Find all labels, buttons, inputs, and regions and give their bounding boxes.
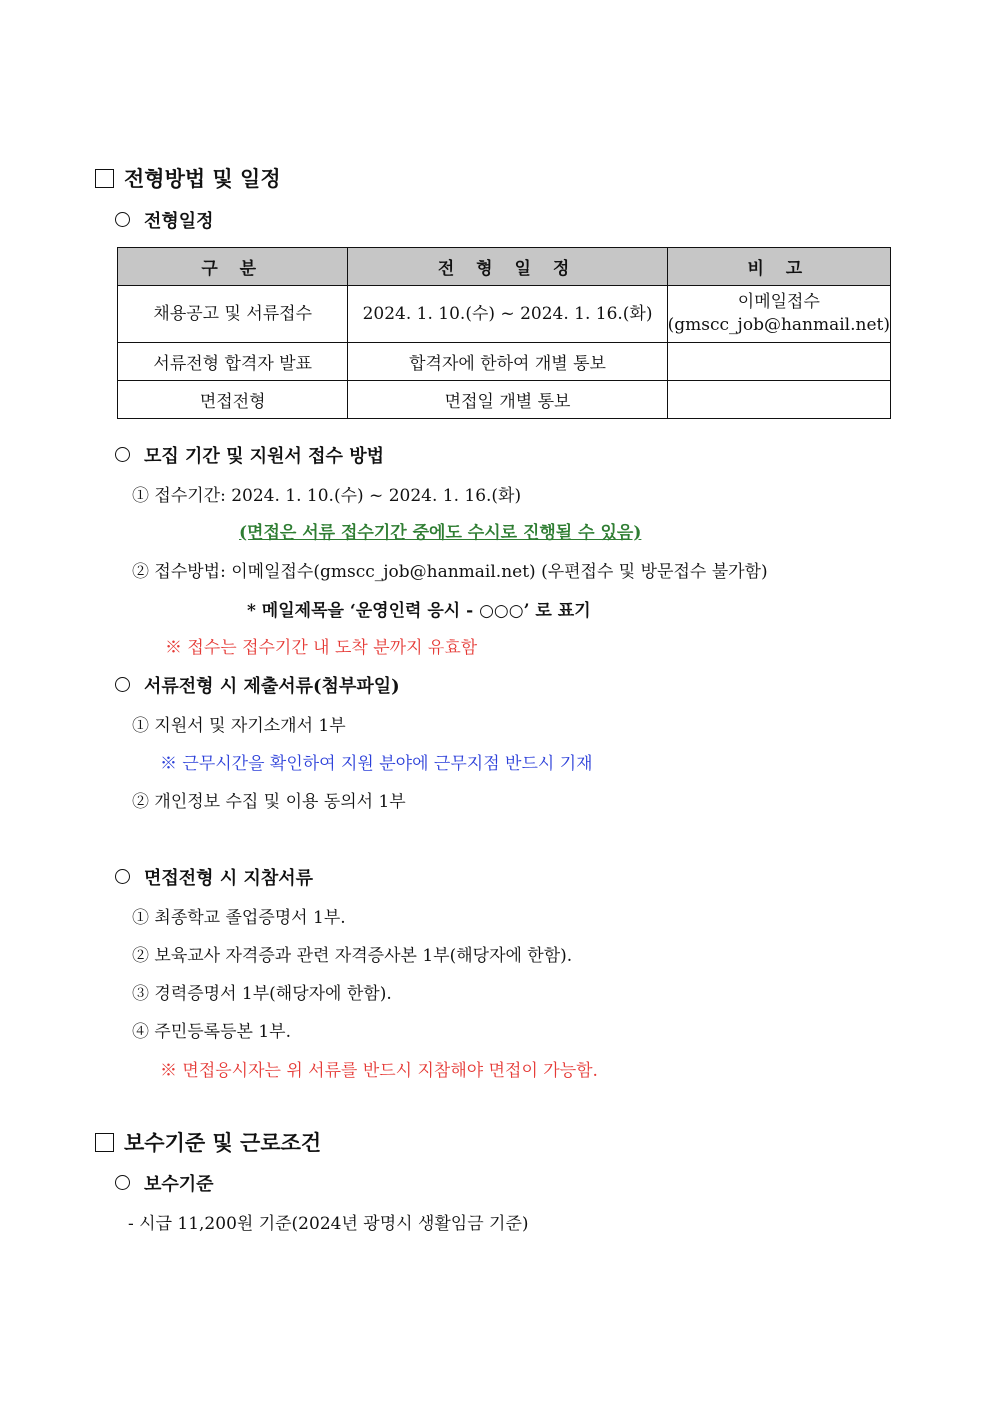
deadline-note: ※ 접수는 접수기간 내 도착 분까지 유효함 <box>165 638 478 658</box>
section-title-selection: 전형방법 및 일정 <box>95 163 281 193</box>
recruit-method-line: ② 접수방법: 이메일접수(gmscc_job@hanmail.net) (우편접수 및 방문접수 불가함) <box>132 562 768 582</box>
section-title-pay: 보수기준 및 근로조건 <box>95 1127 321 1157</box>
subheading-recruit: 모집 기간 및 지원서 접수 방법 <box>115 442 384 468</box>
table-cell: 서류전형 합격자 발표 <box>118 343 348 381</box>
table-cell: 면접전형 <box>118 381 348 419</box>
checkbox-square-icon <box>95 169 114 188</box>
circle-bullet-icon <box>115 869 130 884</box>
list-item: ① 최종학교 졸업증명서 1부. <box>132 908 346 928</box>
table-header-cell: 구 분 <box>118 248 348 286</box>
table-cell: 2024. 1. 10.(수) ~ 2024. 1. 16.(화) <box>348 286 667 343</box>
list-item: ① 지원서 및 자기소개서 1부 <box>132 716 346 736</box>
checkbox-square-icon <box>95 1133 114 1152</box>
subheading-pay: 보수기준 <box>115 1170 214 1196</box>
work-location-note: ※ 근무시간을 확인하여 지원 분야에 근무지점 반드시 기재 <box>160 754 593 774</box>
table-cell <box>667 381 890 419</box>
table-row <box>118 343 891 381</box>
table-cell: 합격자에 한하여 개별 통보 <box>348 343 667 381</box>
subheading-interview: 면접전형 시 지참서류 <box>115 864 313 890</box>
table-cell <box>667 343 890 381</box>
interview-docs-note: ※ 면접응시자는 위 서류를 반드시 지참해야 면접이 가능함. <box>160 1061 598 1081</box>
schedule-table <box>117 247 891 419</box>
list-item: ③ 경력증명서 1부(해당자에 한함). <box>132 984 392 1004</box>
list-item: ④ 주민등록등본 1부. <box>132 1022 291 1042</box>
circle-bullet-icon <box>115 677 130 692</box>
remark-text: 이메일접수 <box>737 292 820 313</box>
subheading-documents: 서류전형 시 제출서류(첨부파일) <box>115 672 400 698</box>
table-row <box>118 286 891 343</box>
circle-bullet-icon <box>115 212 130 227</box>
circle-bullet-icon <box>115 447 130 462</box>
interview-note: (면접은 서류 접수기간 중에도 수시로 진행될 수 있음) <box>239 523 642 543</box>
subheading-schedule: 전형일정 <box>115 207 214 233</box>
table-header-cell: 비 고 <box>667 248 890 286</box>
mail-subject-line: * 메일제목을 ‘운영인력 응시 - ○○○’ 로 표기 <box>247 601 591 621</box>
table-cell: 면접일 개별 통보 <box>348 381 667 419</box>
remark-email: (gmscc_job@hanmail.net) <box>667 315 890 335</box>
recruit-period-line: ① 접수기간: 2024. 1. 10.(수) ~ 2024. 1. 16.(화) <box>132 486 522 506</box>
list-item: ② 개인정보 수집 및 이용 동의서 1부 <box>132 792 406 812</box>
pay-line: - 시급 11,200원 기준(2024년 광명시 생활임금 기준) <box>128 1214 529 1234</box>
table-header-row <box>118 248 891 286</box>
table-cell <box>667 286 890 343</box>
table-cell: 채용공고 및 서류접수 <box>118 286 348 343</box>
table-row <box>118 381 891 419</box>
list-item: ② 보육교사 자격증과 관련 자격증사본 1부(해당자에 한함). <box>132 946 573 966</box>
circle-bullet-icon <box>115 1175 130 1190</box>
table-header-cell: 전 형 일 정 <box>348 248 667 286</box>
